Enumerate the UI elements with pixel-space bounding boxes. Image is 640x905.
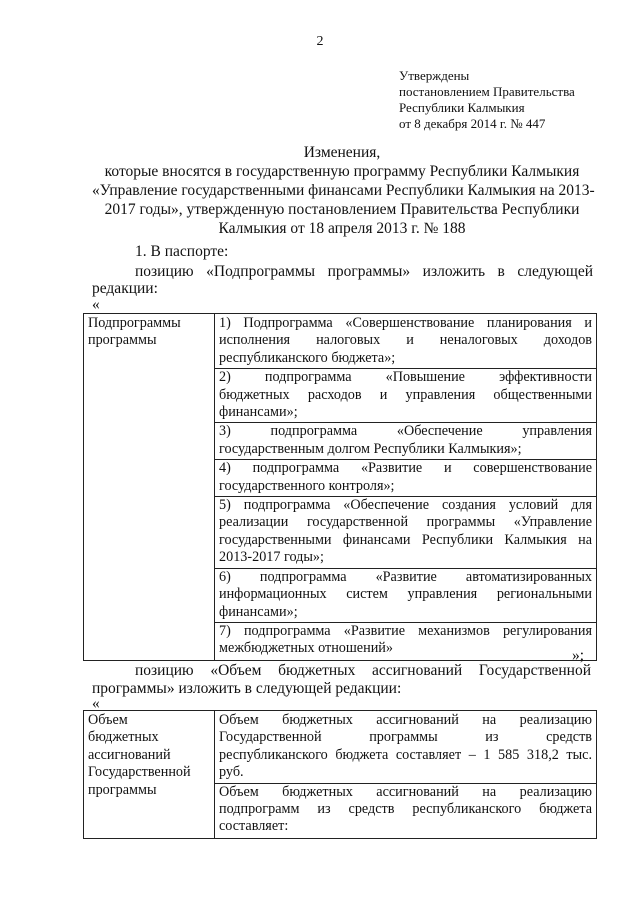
subprogram-item-line: 2) подпрограмма «Повышение эффективности	[219, 369, 592, 386]
approval-block	[399, 68, 575, 132]
approval-line: постановлением Правительства	[399, 84, 575, 99]
subprogram-item	[215, 623, 596, 659]
section1-intro-word: программы»	[327, 263, 411, 280]
budget-table	[83, 710, 597, 839]
budget-item-line: составляет:	[219, 818, 289, 835]
budget-item-line: подпрограмм из средств республиканского бюджета	[219, 801, 592, 818]
section1-intro-line1	[135, 263, 593, 281]
subprogram-item-line: бюджетных расходов и управления общественными	[219, 386, 592, 403]
budget-label-line: ассигнований	[88, 746, 171, 763]
budget-label-line: Государственной	[88, 764, 191, 781]
budget-item-line: Объем бюджетных ассигнований на реализацию	[219, 712, 592, 728]
title-line: «Управление государственными финансами Республики Калмыкия на 2013-	[92, 182, 595, 199]
section2-intro-line2: программы» изложить в следующей редакции:	[92, 680, 402, 697]
subprogram-item-line: государственными финансами Республики Калмыкия на	[219, 531, 592, 548]
subprogram-item-line: республиканского бюджета»;	[219, 349, 396, 366]
section2-open-quote: «	[92, 695, 100, 712]
section2-intro-word: ассигнований	[372, 662, 463, 679]
section2-intro-word: позицию	[135, 662, 194, 679]
subprogram-item-line: исполнения налоговых и неналоговых доходов	[219, 332, 592, 349]
section1-intro-word: позицию	[135, 263, 194, 280]
section2-intro-word: бюджетных	[278, 662, 356, 679]
budget-table-content-cell	[215, 711, 597, 839]
section1-intro-word: в	[497, 263, 505, 280]
budget-table-label-cell	[84, 711, 215, 839]
budget-label-line: бюджетных	[88, 729, 159, 746]
budget-item-line: республиканского бюджета составляет – 1 585 318,2 тыс.	[219, 746, 592, 763]
subprogram-label-line: программы	[88, 332, 157, 349]
title-line: 2017 годы», утвержденную постановлением Правительства Республики	[104, 201, 580, 218]
subprogram-label-line: Подпрограммы	[88, 315, 181, 331]
section1-intro-line2: редакции:	[92, 280, 158, 297]
section2-intro-word: Государственной	[478, 662, 591, 679]
section1-intro-word: «Подпрограммы	[206, 263, 316, 280]
subprogram-item	[215, 569, 596, 623]
subprogram-item-line: 4) подпрограмма «Развитие и совершенствование	[219, 460, 592, 477]
section1-open-quote: «	[92, 296, 100, 313]
approval-line: Утверждены	[399, 68, 470, 83]
title-line: Калмыкия от 18 апреля 2013 г. № 188	[218, 220, 466, 237]
page-number: 2	[316, 34, 324, 49]
subprogram-item	[215, 423, 596, 460]
subprogram-item-line: финансами»;	[219, 404, 298, 421]
subprogram-item-line: 7) подпрограмма «Развитие механизмов регулирования	[219, 622, 592, 639]
subprograms-table-content-cell	[215, 314, 597, 661]
budget-label-line: программы	[88, 781, 157, 798]
section2-intro-word: «Объем	[210, 662, 262, 679]
subprogram-item-line: 3) подпрограмма «Обеспечение управления	[219, 423, 592, 440]
subprogram-item-line: государственного контроля»;	[219, 477, 395, 494]
subprogram-item-line: 5) подпрограмма «Обеспечение создания условий для	[219, 497, 592, 514]
section2-intro-line1	[135, 662, 591, 680]
approval-line: Республики Калмыкия	[399, 100, 525, 115]
section1-intro-word: изложить	[422, 263, 486, 280]
budget-item-line: руб.	[219, 764, 244, 781]
subprogram-item-line: 6) подпрограмма «Развитие автоматизированных	[219, 568, 592, 585]
budget-item	[215, 784, 596, 837]
subprogram-item	[215, 369, 596, 423]
subprogram-item-line: межбюджетных отношений»	[219, 640, 393, 657]
subprogram-item	[215, 315, 596, 369]
subprogram-item	[215, 497, 596, 569]
subprogram-item-line: 1) Подпрограмма «Совершенствование планирования и	[219, 315, 592, 331]
budget-item-line: Государственной программы из средств	[219, 729, 592, 746]
title-line: которые вносятся в государственную программу Республики Калмыкия	[104, 163, 580, 180]
section1-intro-word: следующей	[517, 263, 593, 280]
close-quote: »;	[572, 647, 585, 664]
document-title	[92, 143, 595, 238]
budget-item-line: Объем бюджетных ассигнований на реализацию	[219, 783, 592, 800]
title-line: Изменения,	[303, 144, 381, 161]
subprogram-item-line: реализации государственной программы «Управление	[219, 514, 592, 531]
subprograms-table-label-cell	[84, 314, 215, 661]
subprogram-item-line: информационных систем управления региональными	[219, 586, 592, 603]
section1-heading: 1. В паспорте:	[135, 243, 229, 260]
subprogram-item	[215, 460, 596, 497]
approval-line: от 8 декабря 2014 г. № 447	[399, 116, 546, 131]
budget-label-line: Объем	[88, 712, 128, 728]
subprograms-table	[83, 313, 597, 661]
subprogram-item-line: государственным долгом Республики Калмыкия»;	[219, 440, 522, 457]
subprogram-item-line: 2013-2017 годы»;	[219, 549, 324, 566]
subprogram-item-line: финансами»;	[219, 603, 298, 620]
budget-item	[215, 712, 596, 784]
